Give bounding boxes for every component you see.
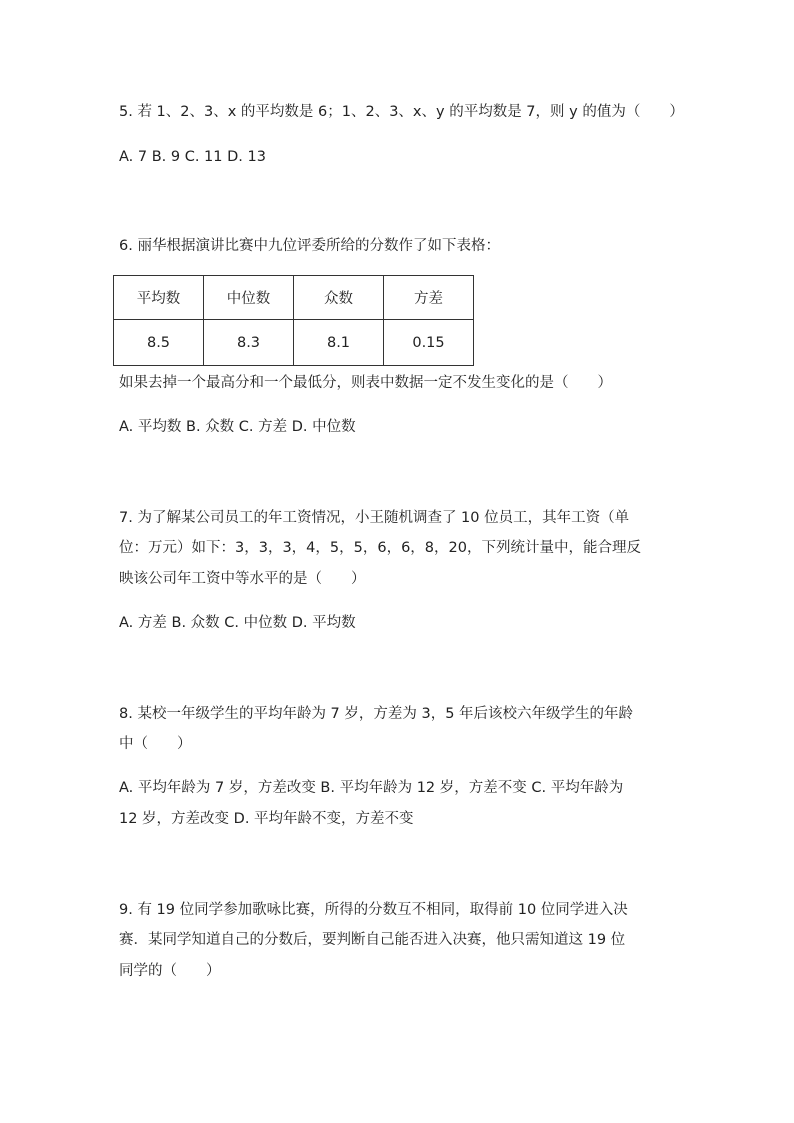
question-5-stem: 5. 若 1、2、3、x 的平均数是 6；1、2、3、x、y 的平均数是 7，则 y 的值为（ ） xyxy=(119,104,684,120)
header-mean: 平均数 xyxy=(114,276,204,320)
question-8-options-line-1: A. 平均年龄为 7 岁，方差改变 B. 平均年龄为 12 岁，方差不变 C. 平均年龄为 xyxy=(119,780,624,796)
question-6-options: A. 平均数 B. 众数 C. 方差 D. 中位数 xyxy=(119,419,356,435)
question-9-line-1: 9. 有 19 位同学参加歌咏比赛，所得的分数互不相同，取得前 10 位同学进入决 xyxy=(119,902,628,918)
question-6-stem: 6. 丽华根据演讲比赛中九位评委所给的分数作了如下表格： xyxy=(119,238,500,254)
question-7-line-2: 位：万元）如下：3，3，3，4，5，5，6，6，8，20，下列统计量中，能合理反 xyxy=(119,540,641,556)
header-mode: 众数 xyxy=(294,276,384,320)
header-median: 中位数 xyxy=(204,276,294,320)
table-header-row xyxy=(114,276,474,320)
value-variance: 0.15 xyxy=(384,320,474,366)
question-9-line-3: 同学的（ ） xyxy=(119,963,221,979)
question-7-line-3: 映该公司年工资中等水平的是（ ） xyxy=(119,571,366,587)
question-8-options-line-2: 12 岁，方差改变 D. 平均年龄不变，方差不变 xyxy=(119,811,414,827)
question-5-options: A. 7 B. 9 C. 11 D. 13 xyxy=(119,149,266,165)
question-8-line-2: 中（ ） xyxy=(119,736,192,752)
score-stats-table xyxy=(113,275,474,366)
question-8-line-1: 8. 某校一年级学生的平均年龄为 7 岁，方差为 3，5 年后该校六年级学生的年龄 xyxy=(119,706,634,722)
table-row xyxy=(114,320,474,366)
question-6-followup: 如果去掉一个最高分和一个最低分，则表中数据一定不发生变化的是（ ） xyxy=(119,375,612,391)
question-9-line-2: 赛．某同学知道自己的分数后，要判断自己能否进入决赛，他只需知道这 19 位 xyxy=(119,932,626,948)
value-mean: 8.5 xyxy=(114,320,204,366)
question-7-line-1: 7. 为了解某公司员工的年工资情况，小王随机调查了 10 位员工，其年工资（单 xyxy=(119,510,630,526)
header-variance: 方差 xyxy=(384,276,474,320)
question-7-options: A. 方差 B. 众数 C. 中位数 D. 平均数 xyxy=(119,615,356,631)
value-mode: 8.1 xyxy=(294,320,384,366)
value-median: 8.3 xyxy=(204,320,294,366)
